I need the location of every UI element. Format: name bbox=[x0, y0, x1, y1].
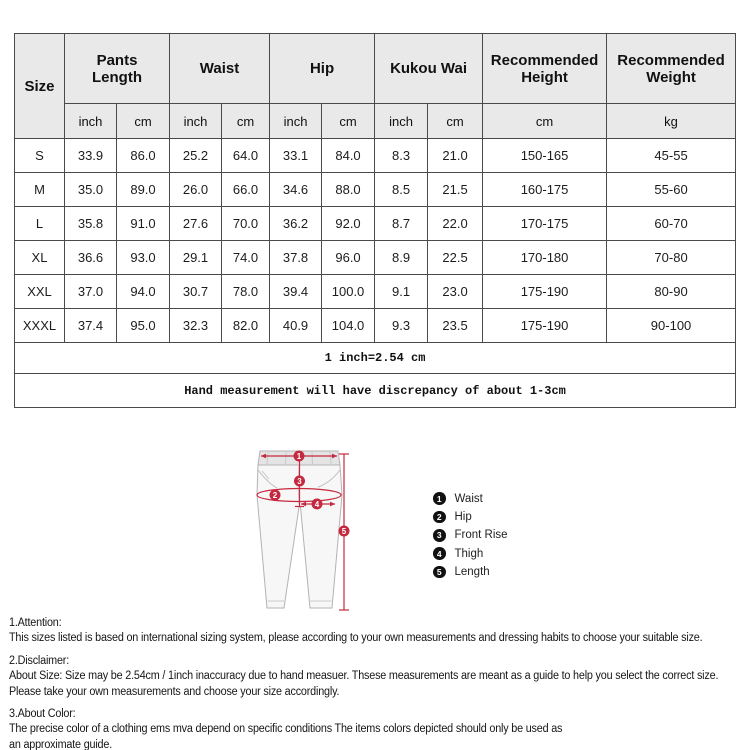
legend-label: Length bbox=[454, 566, 490, 579]
cell: 93.0 bbox=[117, 241, 170, 275]
section-about-color bbox=[9, 707, 750, 750]
cell: 25.2 bbox=[170, 139, 222, 173]
measurement-legend bbox=[433, 492, 508, 584]
header-recommended-weight: Recommended Weight bbox=[607, 34, 736, 104]
table-row-xl bbox=[15, 241, 736, 275]
cell: 90-100 bbox=[607, 309, 736, 343]
svg-text:1: 1 bbox=[296, 451, 302, 461]
section-heading: 1.Attention: bbox=[9, 617, 62, 629]
cell: 30.7 bbox=[170, 275, 222, 309]
note-row-hand-measurement bbox=[15, 374, 736, 408]
cell: 64.0 bbox=[222, 139, 270, 173]
section-heading: 3.About Color: bbox=[9, 708, 76, 721]
unit-cell: inch bbox=[270, 104, 322, 139]
cell: 8.7 bbox=[375, 207, 428, 241]
header-pants-length-label: Pants Length bbox=[92, 51, 142, 86]
unit-cell: cm bbox=[483, 104, 607, 139]
section-attention bbox=[9, 616, 750, 647]
table-units-row bbox=[15, 104, 736, 139]
legend-circle-3: 3 bbox=[433, 529, 446, 542]
cell: 23.5 bbox=[428, 309, 483, 343]
svg-text:4: 4 bbox=[314, 499, 320, 509]
cell: 37.0 bbox=[65, 275, 117, 309]
section-line: This sizes listed is based on international sizing system, please according to your own measurements and dressing habits to choose your suitable size. bbox=[9, 632, 703, 645]
cell: 160-175 bbox=[483, 173, 607, 207]
cell: 8.5 bbox=[375, 173, 428, 207]
table-row-m bbox=[15, 173, 736, 207]
cell: 33.9 bbox=[65, 139, 117, 173]
cell: 94.0 bbox=[117, 275, 170, 309]
legend-circle-2: 2 bbox=[433, 511, 446, 524]
cell: 40.9 bbox=[270, 309, 322, 343]
cell: 37.8 bbox=[270, 241, 322, 275]
unit-cell: inch bbox=[170, 104, 222, 139]
section-line: About Size: Size may be 2.54cm / 1inch inaccuracy due to hand measuer. Thsese measurements are meant as a guide to help you select the correct size. bbox=[9, 670, 719, 683]
size-cell: L bbox=[15, 207, 65, 241]
header-kukou-wai: Kukou Wai bbox=[375, 34, 483, 104]
section-line: an approximate guide. bbox=[9, 738, 113, 750]
cell: 100.0 bbox=[322, 275, 375, 309]
legend-label: Hip bbox=[454, 510, 472, 523]
unit-cell: cm bbox=[322, 104, 375, 139]
svg-text:3: 3 bbox=[297, 476, 302, 486]
svg-text:5: 5 bbox=[341, 526, 347, 536]
cell: 70.0 bbox=[222, 207, 270, 241]
size-cell: M bbox=[15, 173, 65, 207]
cell: 84.0 bbox=[322, 139, 375, 173]
cell: 88.0 bbox=[322, 173, 375, 207]
table-row-xxl bbox=[15, 275, 736, 309]
legend-item-waist bbox=[433, 492, 508, 505]
legend-label: Waist bbox=[454, 492, 483, 505]
legend-circle-4: 4 bbox=[433, 547, 446, 560]
cell: 91.0 bbox=[117, 207, 170, 241]
legend-item-hip bbox=[433, 510, 508, 523]
cell: 150-165 bbox=[483, 139, 607, 173]
legend-item-thigh bbox=[433, 547, 508, 560]
cell: 36.6 bbox=[65, 241, 117, 275]
cell: 60-70 bbox=[607, 207, 736, 241]
cell: 26.0 bbox=[170, 173, 222, 207]
svg-text:2: 2 bbox=[272, 490, 278, 500]
size-cell: XL bbox=[15, 241, 65, 275]
cell: 35.8 bbox=[65, 207, 117, 241]
section-disclaimer bbox=[9, 654, 750, 700]
size-cell: S bbox=[15, 139, 65, 173]
section-line: Please take your own measurements and choose your size accordingly. bbox=[9, 685, 340, 698]
legend-circle-5: 5 bbox=[433, 566, 446, 579]
cell: 21.0 bbox=[428, 139, 483, 173]
section-heading: 2.Disclaimer: bbox=[9, 654, 70, 667]
cell: 32.3 bbox=[170, 309, 222, 343]
legend-circle-1: 1 bbox=[433, 492, 446, 505]
legend-label: Front Rise bbox=[454, 529, 508, 542]
cell: 70-80 bbox=[607, 241, 736, 275]
table-row-s bbox=[15, 139, 736, 173]
legend-item-length bbox=[433, 566, 508, 579]
cell: 8.3 bbox=[375, 139, 428, 173]
table-header-row bbox=[15, 34, 736, 104]
cell: 104.0 bbox=[322, 309, 375, 343]
cell: 86.0 bbox=[117, 139, 170, 173]
cell: 39.4 bbox=[270, 275, 322, 309]
cell: 8.9 bbox=[375, 241, 428, 275]
header-hip: Hip bbox=[270, 34, 375, 104]
legend-label: Thigh bbox=[454, 547, 484, 560]
cell: 36.2 bbox=[270, 207, 322, 241]
note-inch-conversion: 1 inch=2.54 cm bbox=[15, 343, 736, 374]
cell: 66.0 bbox=[222, 173, 270, 207]
cell: 92.0 bbox=[322, 207, 375, 241]
cell: 78.0 bbox=[222, 275, 270, 309]
cell: 22.0 bbox=[428, 207, 483, 241]
note-row-inch-conversion bbox=[15, 343, 736, 374]
header-waist: Waist bbox=[170, 34, 270, 104]
cell: 170-175 bbox=[483, 207, 607, 241]
notes-sections bbox=[9, 616, 750, 750]
unit-cell: cm bbox=[117, 104, 170, 139]
cell: 45-55 bbox=[607, 139, 736, 173]
cell: 74.0 bbox=[222, 241, 270, 275]
cell: 80-90 bbox=[607, 275, 736, 309]
cell: 22.5 bbox=[428, 241, 483, 275]
cell: 175-190 bbox=[483, 275, 607, 309]
unit-cell: kg bbox=[607, 104, 736, 139]
cell: 9.1 bbox=[375, 275, 428, 309]
cell: 95.0 bbox=[117, 309, 170, 343]
cell: 170-180 bbox=[483, 241, 607, 275]
unit-cell: cm bbox=[428, 104, 483, 139]
cell: 29.1 bbox=[170, 241, 222, 275]
cell: 175-190 bbox=[483, 309, 607, 343]
cell: 96.0 bbox=[322, 241, 375, 275]
cell: 9.3 bbox=[375, 309, 428, 343]
pants-diagram bbox=[254, 443, 369, 621]
section-line: The precise color of a clothing ems mva depend on specific conditions The items colors depicted should only be used as bbox=[9, 723, 563, 736]
cell: 21.5 bbox=[428, 173, 483, 207]
table-row-l bbox=[15, 207, 736, 241]
unit-cell: cm bbox=[222, 104, 270, 139]
cell: 55-60 bbox=[607, 173, 736, 207]
cell: 89.0 bbox=[117, 173, 170, 207]
unit-cell: inch bbox=[65, 104, 117, 139]
cell: 34.6 bbox=[270, 173, 322, 207]
size-table bbox=[14, 33, 736, 408]
cell: 35.0 bbox=[65, 173, 117, 207]
size-cell: XXL bbox=[15, 275, 65, 309]
note-hand-measurement: Hand measurement will have discrepancy of about 1-3cm bbox=[15, 374, 736, 408]
legend-item-front-rise bbox=[433, 529, 508, 542]
size-cell: XXXL bbox=[15, 309, 65, 343]
cell: 82.0 bbox=[222, 309, 270, 343]
cell: 23.0 bbox=[428, 275, 483, 309]
header-pants-length bbox=[65, 34, 170, 104]
unit-cell: inch bbox=[375, 104, 428, 139]
table-row-xxxl bbox=[15, 309, 736, 343]
header-size: Size bbox=[15, 34, 65, 139]
cell: 33.1 bbox=[270, 139, 322, 173]
cell: 37.4 bbox=[65, 309, 117, 343]
header-recommended-height: Recommended Height bbox=[483, 34, 607, 104]
cell: 27.6 bbox=[170, 207, 222, 241]
